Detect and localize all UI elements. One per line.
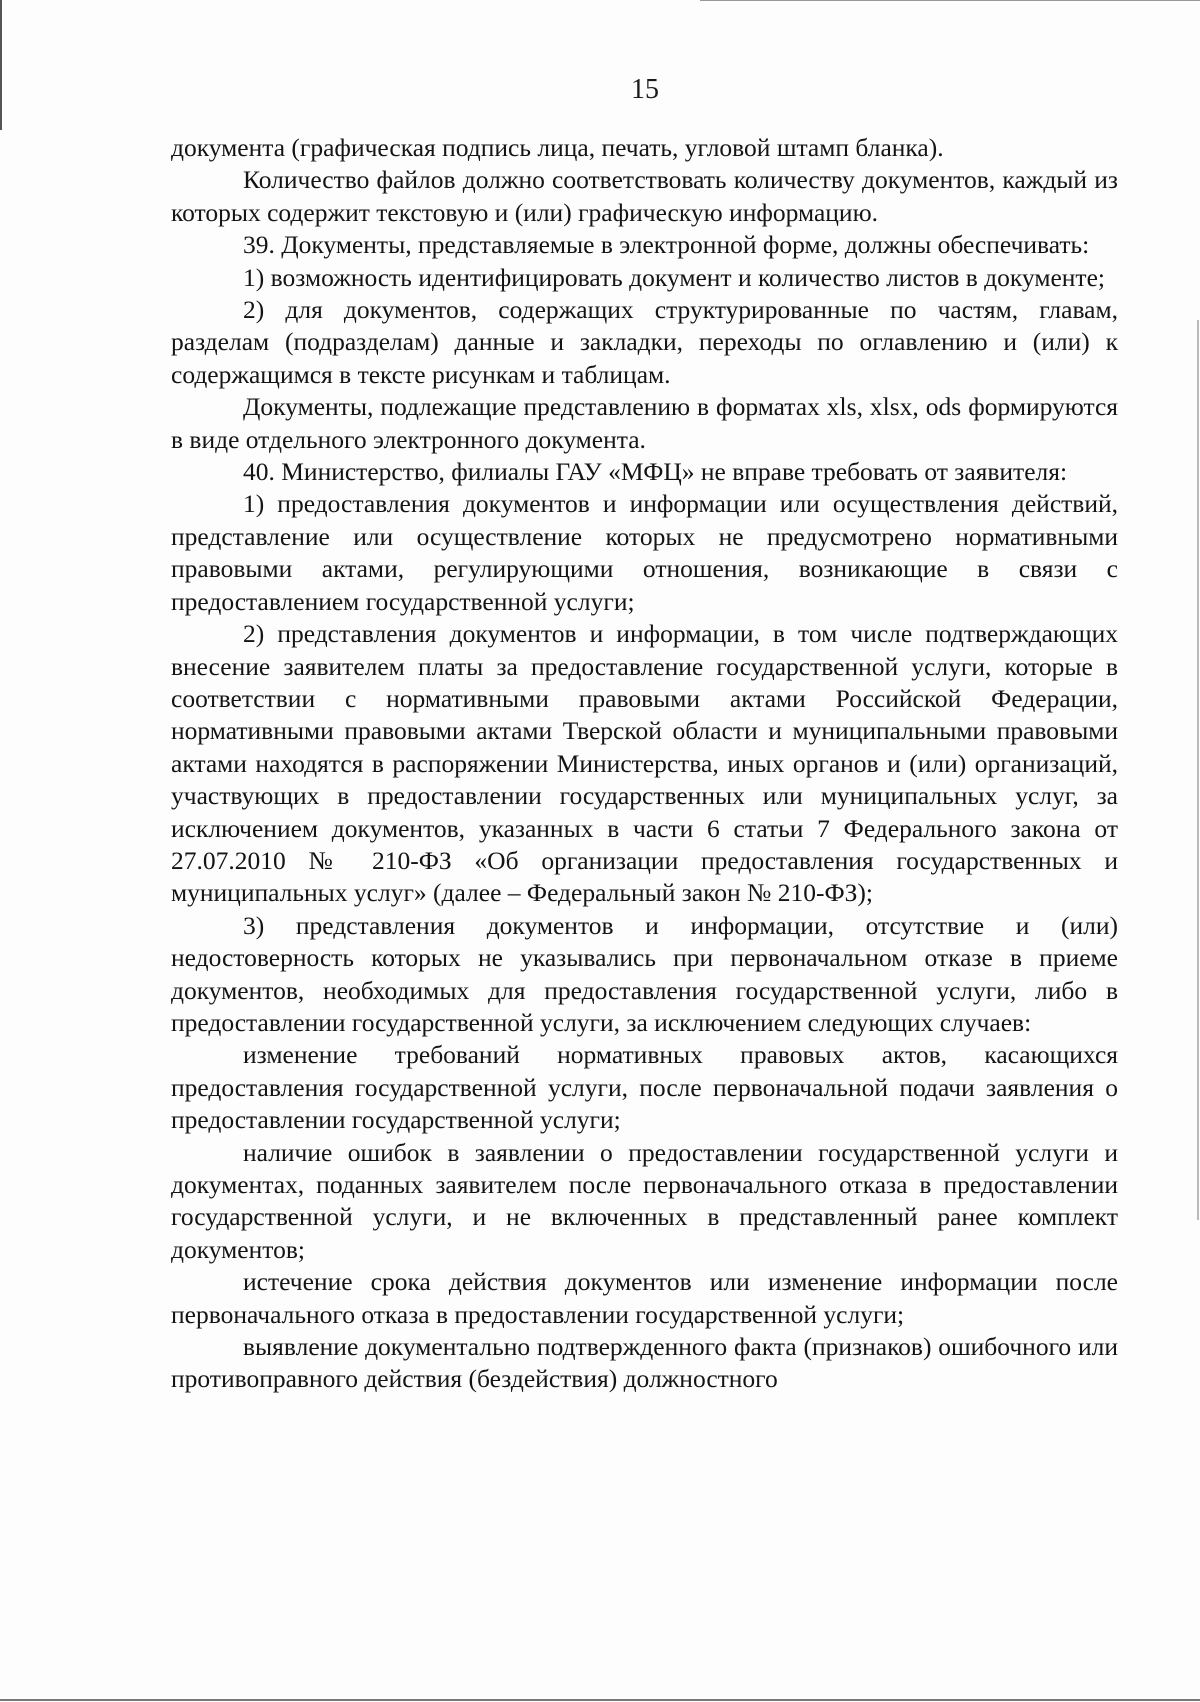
paragraph: 39. Документы, представляемые в электронной форме, должны обеспечивать: [243,230,1090,260]
paragraph: 1) возможность идентифицировать документ и количество листов в документе; [243,262,1105,292]
scan-edge [700,0,1200,1]
paragraph: 3) представления документов и информации, отсутствие и (или) недостоверность которых не указывались при первоначальном отказе в приеме документов, необходимых для предоставления государственной услуги, либо в предоставлении государственной услуги, за исключением следующих случаев: [171,910,1118,1037]
paragraph: истечение срока действия документов или изменение информации после первоначального отказа в предоставлении государственной услуги; [171,1267,1118,1329]
paragraph: наличие ошибок в заявлении о предоставлении государственной услуги и документах, поданных заявителем после первоначального отказа в предоставлении государственной услуги, и не включенных в представленный ранее комплект документов; [171,1137,1118,1264]
paragraph: Количество файлов должно соответствовать количеству документов, каждый из которых содержит текстовую и (или) графическую информацию. [171,165,1118,227]
scan-edge [0,1699,1200,1701]
paragraph: выявление документально подтвержденного факта (признаков) ошибочного или противоправного действия (бездействия) должностного [171,1332,1118,1394]
paragraph: 2) для документов, содержащих структурированные по частям, главам, разделам (подразделам) данные и закладки, переходы по оглавлению и (или) к содержащимся в тексте рисункам и таблицам. [171,295,1118,389]
paragraph: документа (графическая подпись лица, печать, угловой штамп бланка). [171,133,944,162]
document-body [171,132,1118,1396]
page-number: 15 [631,74,659,105]
paragraph: 1) предоставления документов и информации или осуществления действий, представление или осуществление которых не предусмотрено нормативными правовыми актами, регулирующими отношения, возникающие в связи с предоставлением государственной услуги; [171,489,1118,616]
paragraph: 2) представления документов и информации, в том числе подтверждающих внесение заявителем платы за предоставление государственной услуги, которые в соответствии с нормативными правовыми актами Российской Федерации, нормативными правовыми актами Тверской области и муниципальными правовыми актами находятся в распоряжении Министерства, иных органов и (или) организаций, участвующих в предоставлении государственных или муниципальных услуг, за исключением документов, указанных в части 6 статьи 7 Федерального закона от 27.07.2010 № 210-ФЗ «Об организации предоставления государственных и муниципальных услуг» (далее – Федеральный закон № 210-ФЗ); [171,619,1118,908]
scan-edge [1197,320,1199,1220]
paragraph: 40. Министерство, филиалы ГАУ «МФЦ» не вправе требовать от заявителя: [243,457,1068,487]
scan-edge [0,0,2,130]
paragraph: Документы, подлежащие представлению в форматах xls, xlsx, ods формируются в виде отдельного электронного документа. [171,392,1118,454]
paragraph: изменение требований нормативных правовых актов, касающихся предоставления государственной услуги, после первоначальной подачи заявления о предоставлении государственной услуги; [171,1040,1118,1135]
